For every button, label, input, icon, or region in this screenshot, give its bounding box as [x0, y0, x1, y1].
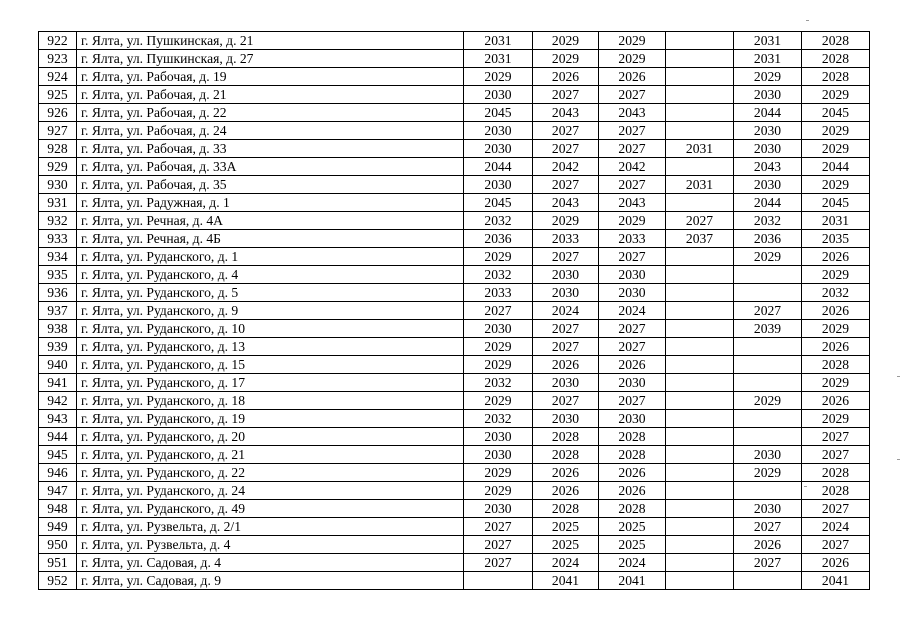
year-col-4-cell: [666, 392, 734, 410]
year-col-5-cell: [734, 266, 802, 284]
year-col-4-cell: [666, 572, 734, 590]
year-col-6-cell: 2028: [802, 464, 870, 482]
year-col-4-cell: [666, 356, 734, 374]
year-col-5-cell: 2036: [734, 230, 802, 248]
year-col-2-cell: 2026: [533, 464, 599, 482]
row-number: 937: [39, 302, 77, 320]
row-number: 934: [39, 248, 77, 266]
year-col-4-cell: [666, 248, 734, 266]
year-col-3-cell: 2027: [599, 122, 666, 140]
scan-artifact: [806, 20, 809, 21]
table-row: [39, 50, 870, 68]
table-row: [39, 86, 870, 104]
year-col-3-cell: 2029: [599, 50, 666, 68]
year-col-6-cell: 2028: [802, 68, 870, 86]
year-col-3-cell: 2027: [599, 338, 666, 356]
year-col-5-cell: [734, 356, 802, 374]
year-col-3-cell: 2043: [599, 104, 666, 122]
year-col-5-cell: 2032: [734, 212, 802, 230]
year-col-2-cell: 2030: [533, 284, 599, 302]
year-col-6-cell: 2045: [802, 194, 870, 212]
year-col-1-cell: 2029: [464, 482, 533, 500]
year-col-2-cell: 2028: [533, 446, 599, 464]
address-cell: г. Ялта, ул. Рабочая, д. 35: [77, 176, 464, 194]
row-number: 940: [39, 356, 77, 374]
table-row: [39, 230, 870, 248]
year-col-4-cell: [666, 536, 734, 554]
year-col-3-cell: 2027: [599, 140, 666, 158]
year-col-5-cell: [734, 482, 802, 500]
row-number: 949: [39, 518, 77, 536]
address-cell: г. Ялта, ул. Руданского, д. 5: [77, 284, 464, 302]
year-col-3-cell: 2030: [599, 374, 666, 392]
year-col-6-cell: 2029: [802, 86, 870, 104]
year-col-1-cell: 2030: [464, 320, 533, 338]
address-cell: г. Ялта, ул. Руданского, д. 10: [77, 320, 464, 338]
year-col-3-cell: 2028: [599, 446, 666, 464]
year-col-6-cell: 2028: [802, 356, 870, 374]
year-col-6-cell: 2028: [802, 482, 870, 500]
row-number: 950: [39, 536, 77, 554]
year-col-3-cell: 2026: [599, 482, 666, 500]
year-col-5-cell: [734, 338, 802, 356]
year-col-2-cell: 2027: [533, 140, 599, 158]
year-col-6-cell: 2028: [802, 32, 870, 50]
year-col-3-cell: 2025: [599, 536, 666, 554]
address-cell: г. Ялта, ул. Садовая, д. 4: [77, 554, 464, 572]
year-col-4-cell: [666, 158, 734, 176]
row-number: 923: [39, 50, 77, 68]
year-col-5-cell: 2027: [734, 302, 802, 320]
year-col-4-cell: 2037: [666, 230, 734, 248]
address-cell: г. Ялта, ул. Рабочая, д. 19: [77, 68, 464, 86]
year-col-4-cell: 2031: [666, 176, 734, 194]
year-col-1-cell: 2029: [464, 392, 533, 410]
row-number: 935: [39, 266, 77, 284]
row-number: 938: [39, 320, 77, 338]
year-col-3-cell: 2025: [599, 518, 666, 536]
year-col-5-cell: 2029: [734, 68, 802, 86]
address-cell: г. Ялта, ул. Руданского, д. 20: [77, 428, 464, 446]
year-col-1-cell: 2045: [464, 104, 533, 122]
address-cell: г. Ялта, ул. Речная, д. 4Б: [77, 230, 464, 248]
year-col-3-cell: 2027: [599, 320, 666, 338]
address-cell: г. Ялта, ул. Руданского, д. 17: [77, 374, 464, 392]
year-col-2-cell: 2029: [533, 32, 599, 50]
year-col-4-cell: [666, 50, 734, 68]
table-row: [39, 32, 870, 50]
address-cell: г. Ялта, ул. Руданского, д. 49: [77, 500, 464, 518]
year-col-1-cell: 2027: [464, 302, 533, 320]
year-col-1-cell: 2032: [464, 410, 533, 428]
year-col-5-cell: [734, 374, 802, 392]
table-row: [39, 140, 870, 158]
row-number: 939: [39, 338, 77, 356]
year-col-1-cell: 2036: [464, 230, 533, 248]
year-col-5-cell: 2030: [734, 176, 802, 194]
row-number: 941: [39, 374, 77, 392]
year-col-6-cell: 2026: [802, 554, 870, 572]
year-col-2-cell: 2026: [533, 356, 599, 374]
year-col-5-cell: 2044: [734, 104, 802, 122]
year-col-5-cell: [734, 572, 802, 590]
row-number: 930: [39, 176, 77, 194]
year-col-3-cell: 2027: [599, 86, 666, 104]
row-number: 922: [39, 32, 77, 50]
table-row: [39, 410, 870, 428]
year-col-2-cell: 2043: [533, 194, 599, 212]
table-row: [39, 68, 870, 86]
year-col-3-cell: 2041: [599, 572, 666, 590]
address-cell: г. Ялта, ул. Руданского, д. 15: [77, 356, 464, 374]
year-col-1-cell: 2030: [464, 428, 533, 446]
address-cell: г. Ялта, ул. Рабочая, д. 21: [77, 86, 464, 104]
address-cell: г. Ялта, ул. Руданского, д. 19: [77, 410, 464, 428]
year-col-2-cell: 2027: [533, 86, 599, 104]
year-col-1-cell: 2032: [464, 374, 533, 392]
year-col-6-cell: 2029: [802, 374, 870, 392]
year-col-2-cell: 2030: [533, 410, 599, 428]
year-col-3-cell: 2033: [599, 230, 666, 248]
year-col-1-cell: 2029: [464, 338, 533, 356]
table-row: [39, 320, 870, 338]
year-col-3-cell: 2030: [599, 410, 666, 428]
table-row: [39, 356, 870, 374]
year-col-1-cell: 2027: [464, 518, 533, 536]
year-col-4-cell: [666, 86, 734, 104]
year-col-3-cell: 2028: [599, 428, 666, 446]
year-col-4-cell: [666, 194, 734, 212]
year-col-5-cell: 2030: [734, 446, 802, 464]
table-row: [39, 482, 870, 500]
year-col-5-cell: 2043: [734, 158, 802, 176]
year-col-2-cell: 2043: [533, 104, 599, 122]
address-cell: г. Ялта, ул. Пушкинская, д. 21: [77, 32, 464, 50]
year-col-1-cell: 2029: [464, 248, 533, 266]
year-col-4-cell: [666, 302, 734, 320]
year-col-5-cell: 2030: [734, 500, 802, 518]
year-col-1-cell: 2027: [464, 536, 533, 554]
address-cell: г. Ялта, ул. Руданского, д. 18: [77, 392, 464, 410]
table-body: [39, 32, 870, 590]
year-col-1-cell: 2027: [464, 554, 533, 572]
year-col-5-cell: 2030: [734, 140, 802, 158]
row-number: 928: [39, 140, 77, 158]
table-row: [39, 446, 870, 464]
row-number: 927: [39, 122, 77, 140]
table-row: [39, 392, 870, 410]
year-col-5-cell: 2031: [734, 32, 802, 50]
address-cell: г. Ялта, ул. Рабочая, д. 33: [77, 140, 464, 158]
year-col-6-cell: 2045: [802, 104, 870, 122]
year-col-2-cell: 2027: [533, 248, 599, 266]
table-row: [39, 338, 870, 356]
year-col-6-cell: 2026: [802, 338, 870, 356]
table-row: [39, 464, 870, 482]
year-col-6-cell: 2029: [802, 140, 870, 158]
year-col-2-cell: 2027: [533, 392, 599, 410]
year-col-1-cell: 2031: [464, 50, 533, 68]
address-cell: г. Ялта, ул. Руданского, д. 22: [77, 464, 464, 482]
year-col-2-cell: 2027: [533, 122, 599, 140]
row-number: 945: [39, 446, 77, 464]
year-col-2-cell: 2030: [533, 266, 599, 284]
year-col-3-cell: 2027: [599, 176, 666, 194]
year-col-3-cell: 2030: [599, 284, 666, 302]
year-col-6-cell: 2029: [802, 176, 870, 194]
year-col-4-cell: [666, 374, 734, 392]
year-col-5-cell: 2027: [734, 518, 802, 536]
table-row: [39, 518, 870, 536]
address-cell: г. Ялта, ул. Руданского, д. 9: [77, 302, 464, 320]
year-col-6-cell: 2027: [802, 500, 870, 518]
table-row: [39, 158, 870, 176]
row-number: 924: [39, 68, 77, 86]
year-col-2-cell: 2027: [533, 176, 599, 194]
year-col-1-cell: 2031: [464, 32, 533, 50]
year-col-6-cell: 2029: [802, 266, 870, 284]
year-col-2-cell: 2026: [533, 68, 599, 86]
year-col-4-cell: 2031: [666, 140, 734, 158]
year-col-4-cell: [666, 428, 734, 446]
address-cell: г. Ялта, ул. Рузвельта, д. 4: [77, 536, 464, 554]
year-col-2-cell: 2029: [533, 212, 599, 230]
address-cell: г. Ялта, ул. Пушкинская, д. 27: [77, 50, 464, 68]
year-col-2-cell: 2029: [533, 50, 599, 68]
year-col-6-cell: 2027: [802, 446, 870, 464]
year-col-6-cell: 2029: [802, 410, 870, 428]
year-col-2-cell: 2028: [533, 428, 599, 446]
row-number: 947: [39, 482, 77, 500]
year-col-2-cell: 2024: [533, 554, 599, 572]
table-row: [39, 500, 870, 518]
year-col-4-cell: [666, 464, 734, 482]
year-col-1-cell: 2030: [464, 446, 533, 464]
year-col-3-cell: 2029: [599, 32, 666, 50]
year-col-6-cell: 2035: [802, 230, 870, 248]
year-col-5-cell: [734, 284, 802, 302]
year-col-4-cell: [666, 266, 734, 284]
year-col-1-cell: 2045: [464, 194, 533, 212]
year-col-3-cell: 2043: [599, 194, 666, 212]
year-col-5-cell: 2044: [734, 194, 802, 212]
year-col-6-cell: 2024: [802, 518, 870, 536]
row-number: 944: [39, 428, 77, 446]
year-col-3-cell: 2026: [599, 464, 666, 482]
year-col-3-cell: 2024: [599, 302, 666, 320]
row-number: 932: [39, 212, 77, 230]
year-col-6-cell: 2027: [802, 428, 870, 446]
address-cell: г. Ялта, ул. Руданского, д. 13: [77, 338, 464, 356]
year-col-1-cell: 2030: [464, 86, 533, 104]
year-col-3-cell: 2027: [599, 392, 666, 410]
table-row: [39, 572, 870, 590]
year-col-4-cell: [666, 446, 734, 464]
year-col-4-cell: [666, 338, 734, 356]
year-col-3-cell: 2029: [599, 212, 666, 230]
row-number: 926: [39, 104, 77, 122]
year-col-3-cell: 2028: [599, 500, 666, 518]
year-col-6-cell: 2031: [802, 212, 870, 230]
year-col-2-cell: 2030: [533, 374, 599, 392]
year-col-5-cell: 2029: [734, 392, 802, 410]
year-col-5-cell: 2030: [734, 86, 802, 104]
year-col-4-cell: [666, 500, 734, 518]
row-number: 925: [39, 86, 77, 104]
year-col-2-cell: 2024: [533, 302, 599, 320]
row-number: 948: [39, 500, 77, 518]
year-col-2-cell: 2027: [533, 320, 599, 338]
year-col-2-cell: 2042: [533, 158, 599, 176]
year-col-6-cell: 2029: [802, 122, 870, 140]
year-col-5-cell: [734, 428, 802, 446]
year-col-6-cell: 2041: [802, 572, 870, 590]
year-col-6-cell: 2026: [802, 392, 870, 410]
year-col-6-cell: 2029: [802, 320, 870, 338]
table-row: [39, 194, 870, 212]
year-col-4-cell: [666, 32, 734, 50]
address-cell: г. Ялта, ул. Речная, д. 4А: [77, 212, 464, 230]
year-col-3-cell: 2027: [599, 248, 666, 266]
year-col-5-cell: 2030: [734, 122, 802, 140]
table-row: [39, 536, 870, 554]
year-col-2-cell: 2028: [533, 500, 599, 518]
year-col-6-cell: 2027: [802, 536, 870, 554]
address-cell: г. Ялта, ул. Руданского, д. 21: [77, 446, 464, 464]
address-cell: г. Ялта, ул. Рабочая, д. 33А: [77, 158, 464, 176]
year-col-6-cell: 2044: [802, 158, 870, 176]
table-row: [39, 284, 870, 302]
table-row: [39, 266, 870, 284]
year-col-2-cell: 2025: [533, 536, 599, 554]
row-number: 943: [39, 410, 77, 428]
row-number: 931: [39, 194, 77, 212]
table-row: [39, 176, 870, 194]
year-col-1-cell: 2030: [464, 176, 533, 194]
year-col-1-cell: 2044: [464, 158, 533, 176]
year-col-5-cell: 2029: [734, 248, 802, 266]
year-col-2-cell: 2027: [533, 338, 599, 356]
address-cell: г. Ялта, ул. Радужная, д. 1: [77, 194, 464, 212]
table-row: [39, 122, 870, 140]
year-col-1-cell: 2030: [464, 122, 533, 140]
table-row: [39, 104, 870, 122]
year-col-5-cell: 2039: [734, 320, 802, 338]
table-row: [39, 554, 870, 572]
year-col-4-cell: [666, 122, 734, 140]
row-number: 929: [39, 158, 77, 176]
year-col-5-cell: [734, 410, 802, 428]
table-row: [39, 212, 870, 230]
year-col-3-cell: 2030: [599, 266, 666, 284]
table-row: [39, 248, 870, 266]
address-cell: г. Ялта, ул. Руданского, д. 24: [77, 482, 464, 500]
address-cell: г. Ялта, ул. Садовая, д. 9: [77, 572, 464, 590]
year-col-5-cell: 2026: [734, 536, 802, 554]
scan-artifact: [897, 459, 900, 460]
year-col-1-cell: 2032: [464, 212, 533, 230]
table-row: [39, 302, 870, 320]
row-number: 936: [39, 284, 77, 302]
address-cell: г. Ялта, ул. Руданского, д. 4: [77, 266, 464, 284]
year-col-6-cell: 2032: [802, 284, 870, 302]
year-col-1-cell: 2030: [464, 140, 533, 158]
row-number: 951: [39, 554, 77, 572]
row-number: 942: [39, 392, 77, 410]
year-col-2-cell: 2025: [533, 518, 599, 536]
year-col-4-cell: [666, 104, 734, 122]
year-col-3-cell: 2042: [599, 158, 666, 176]
year-col-2-cell: 2033: [533, 230, 599, 248]
year-col-3-cell: 2026: [599, 68, 666, 86]
row-number: 946: [39, 464, 77, 482]
year-col-6-cell: 2026: [802, 302, 870, 320]
table-row: [39, 428, 870, 446]
year-col-3-cell: 2026: [599, 356, 666, 374]
year-col-1-cell: 2032: [464, 266, 533, 284]
year-col-4-cell: 2027: [666, 212, 734, 230]
address-cell: г. Ялта, ул. Руданского, д. 1: [77, 248, 464, 266]
year-col-5-cell: 2029: [734, 464, 802, 482]
year-col-4-cell: [666, 320, 734, 338]
year-col-4-cell: [666, 410, 734, 428]
year-col-4-cell: [666, 554, 734, 572]
year-col-5-cell: 2031: [734, 50, 802, 68]
address-cell: г. Ялта, ул. Рабочая, д. 22: [77, 104, 464, 122]
year-col-6-cell: 2026: [802, 248, 870, 266]
scan-artifact: [897, 376, 900, 377]
year-col-1-cell: 2029: [464, 356, 533, 374]
row-number: 933: [39, 230, 77, 248]
repair-schedule-table: [38, 31, 870, 590]
year-col-2-cell: 2026: [533, 482, 599, 500]
year-col-1-cell: 2029: [464, 464, 533, 482]
year-col-6-cell: 2028: [802, 50, 870, 68]
year-col-3-cell: 2024: [599, 554, 666, 572]
year-col-1-cell: 2029: [464, 68, 533, 86]
table-row: [39, 374, 870, 392]
row-number: 952: [39, 572, 77, 590]
year-col-5-cell: 2027: [734, 554, 802, 572]
year-col-4-cell: [666, 68, 734, 86]
year-col-1-cell: [464, 572, 533, 590]
year-col-4-cell: [666, 482, 734, 500]
year-col-1-cell: 2033: [464, 284, 533, 302]
year-col-4-cell: [666, 284, 734, 302]
address-cell: г. Ялта, ул. Рузвельта, д. 2/1: [77, 518, 464, 536]
year-col-1-cell: 2030: [464, 500, 533, 518]
address-cell: г. Ялта, ул. Рабочая, д. 24: [77, 122, 464, 140]
year-col-2-cell: 2041: [533, 572, 599, 590]
year-col-4-cell: [666, 518, 734, 536]
